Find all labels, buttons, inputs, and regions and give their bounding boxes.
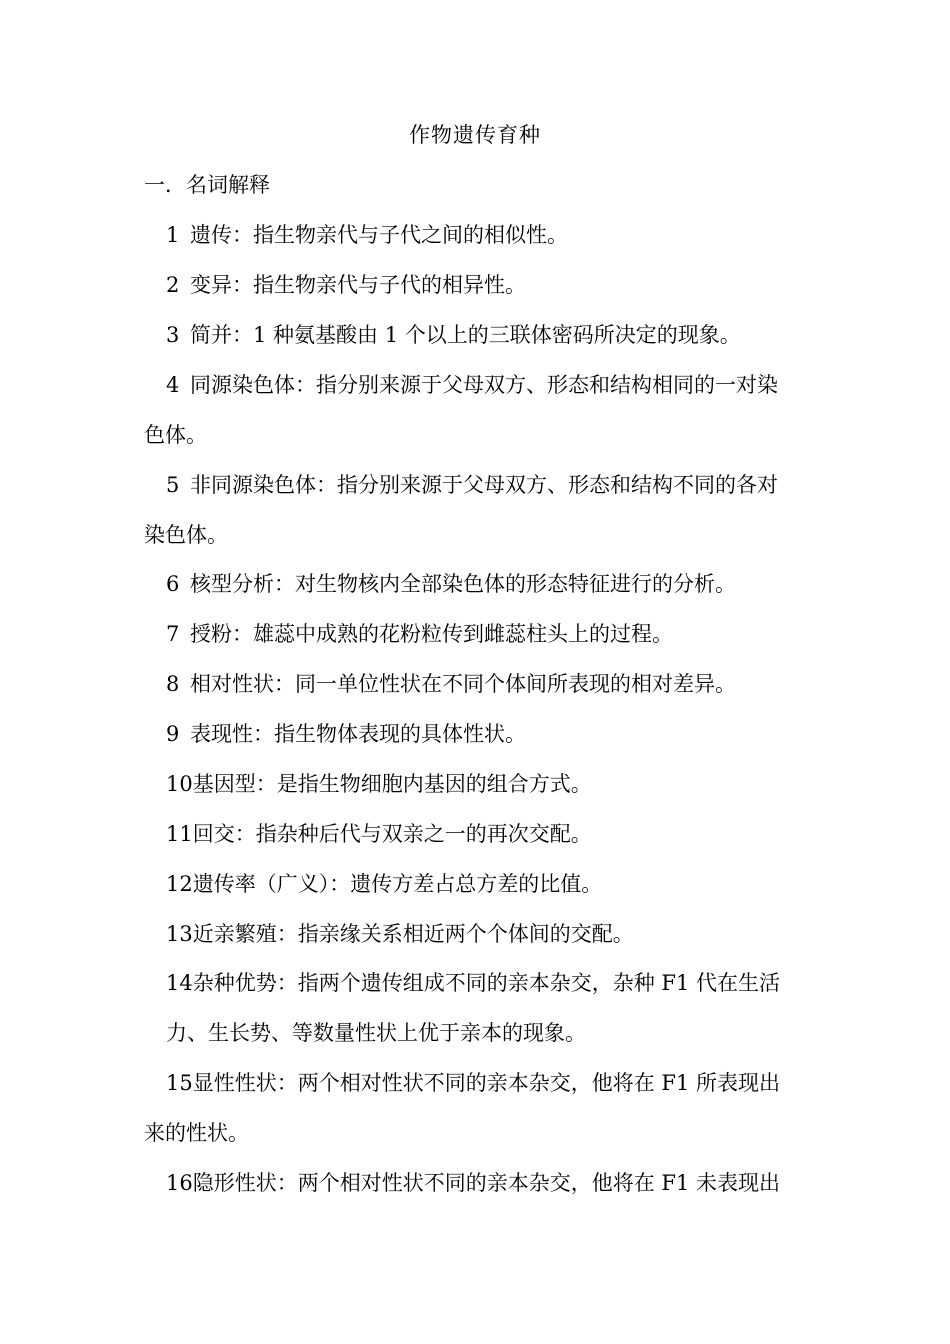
document-title: 作物遗传育种 — [409, 123, 541, 147]
list-item: 15显性性状：两个相对性状不同的亲本杂交，他将在 F1 所表现出 — [166, 1071, 781, 1095]
list-item: 14杂种优势：指两个遗传组成不同的亲本杂交，杂种 F1 代在生活 — [166, 971, 781, 995]
list-item: 3 简并：1 种氨基酸由 1 个以上的三联体密码所决定的现象。 — [166, 323, 741, 347]
list-item: 5 非同源染色体：指分别来源于父母双方、形态和结构不同的各对 — [166, 473, 778, 497]
list-item: 4 同源染色体：指分别来源于父母双方、形态和结构相同的一对染 — [166, 373, 778, 397]
section-heading: 一．名词解释 — [144, 173, 270, 197]
list-item-continuation: 染色体。 — [144, 523, 228, 547]
list-item: 12遗传率（广义）：遗传方差占总方差的比值。 — [166, 872, 603, 896]
list-item: 6 核型分析：对生物核内全部染色体的形态特征进行的分析。 — [166, 572, 736, 596]
list-item-continuation: 来的性状。 — [144, 1121, 249, 1145]
list-item: 7 授粉：雄蕊中成熟的花粉粒传到雌蕊柱头上的过程。 — [166, 622, 673, 646]
list-item: 11回交：指杂种后代与双亲之一的再次交配。 — [166, 822, 592, 846]
list-item-continuation: 力、生长势、等数量性状上优于亲本的现象。 — [166, 1021, 586, 1045]
list-item: 13近亲繁殖：指亲缘关系相近两个个体间的交配。 — [166, 922, 634, 946]
list-item: 10基因型：是指生物细胞内基因的组合方式。 — [166, 772, 592, 796]
list-item: 8 相对性状：同一单位性状在不同个体间所表现的相对差异。 — [166, 672, 736, 696]
list-item: 1 遗传：指生物亲代与子代之间的相似性。 — [166, 223, 568, 247]
list-item-continuation: 色体。 — [144, 423, 207, 447]
list-item: 9 表现性：指生物体表现的具体性状。 — [166, 722, 526, 746]
list-item: 16隐形性状：两个相对性状不同的亲本杂交，他将在 F1 未表现出 — [166, 1171, 781, 1195]
list-item: 2 变异：指生物亲代与子代的相异性。 — [166, 273, 526, 297]
